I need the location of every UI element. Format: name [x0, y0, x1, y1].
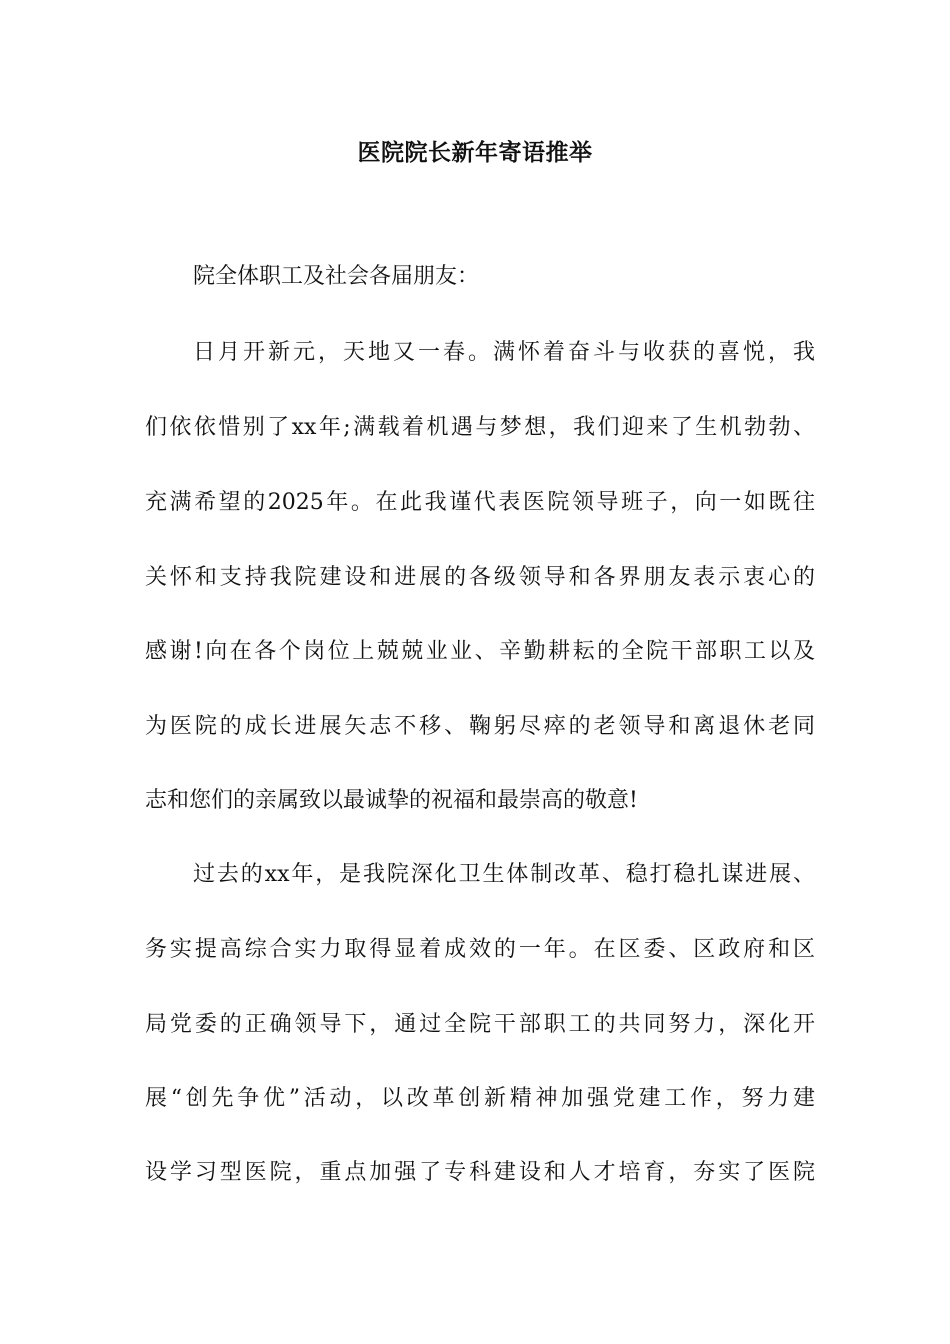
paragraph-1-line: 为医院的成长进展矢志不移、鞠躬尽瘁的老领导和离退休老同 [145, 714, 815, 739]
paragraph-1-line: 充满希望的2025年。在此我谨代表医院领导班子，向一如既往 [145, 490, 815, 515]
paragraph-2-line: 务实提高综合实力取得显着成效的一年。在区委、区政府和区 [145, 937, 815, 962]
salutation: 院全体职工及社会各届朋友： [193, 264, 480, 289]
document-title: 医院院长新年寄语推举 [357, 139, 593, 166]
paragraph-1-line: 日月开新元，天地又一春。满怀着奋斗与收获的喜悦，我 [193, 340, 815, 365]
paragraph-1-line: 们依依惜别了xx年;满载着机遇与梦想，我们迎来了生机勃勃、 [145, 415, 815, 440]
paragraph-2-line: 设学习型医院，重点加强了专科建设和人才培育，夯实了医院 [145, 1160, 815, 1185]
paragraph-2-line: 展“创先争优”活动，以改革创新精神加强党建工作，努力建 [145, 1086, 815, 1111]
paragraph-1-line: 感谢!向在各个岗位上兢兢业业、辛勤耕耘的全院干部职工以及 [145, 639, 815, 664]
paragraph-1-line: 关怀和支持我院建设和进展的各级领导和各界朋友表示衷心的 [145, 565, 815, 590]
paragraph-2-line: 过去的xx年，是我院深化卫生体制改革、稳打稳扎谋进展、 [193, 862, 815, 887]
paragraph-1-line: 志和您们的亲属致以最诚挚的祝福和最崇高的敬意! [145, 788, 638, 813]
paragraph-2-line: 局党委的正确领导下，通过全院干部职工的共同努力，深化开 [145, 1012, 815, 1037]
